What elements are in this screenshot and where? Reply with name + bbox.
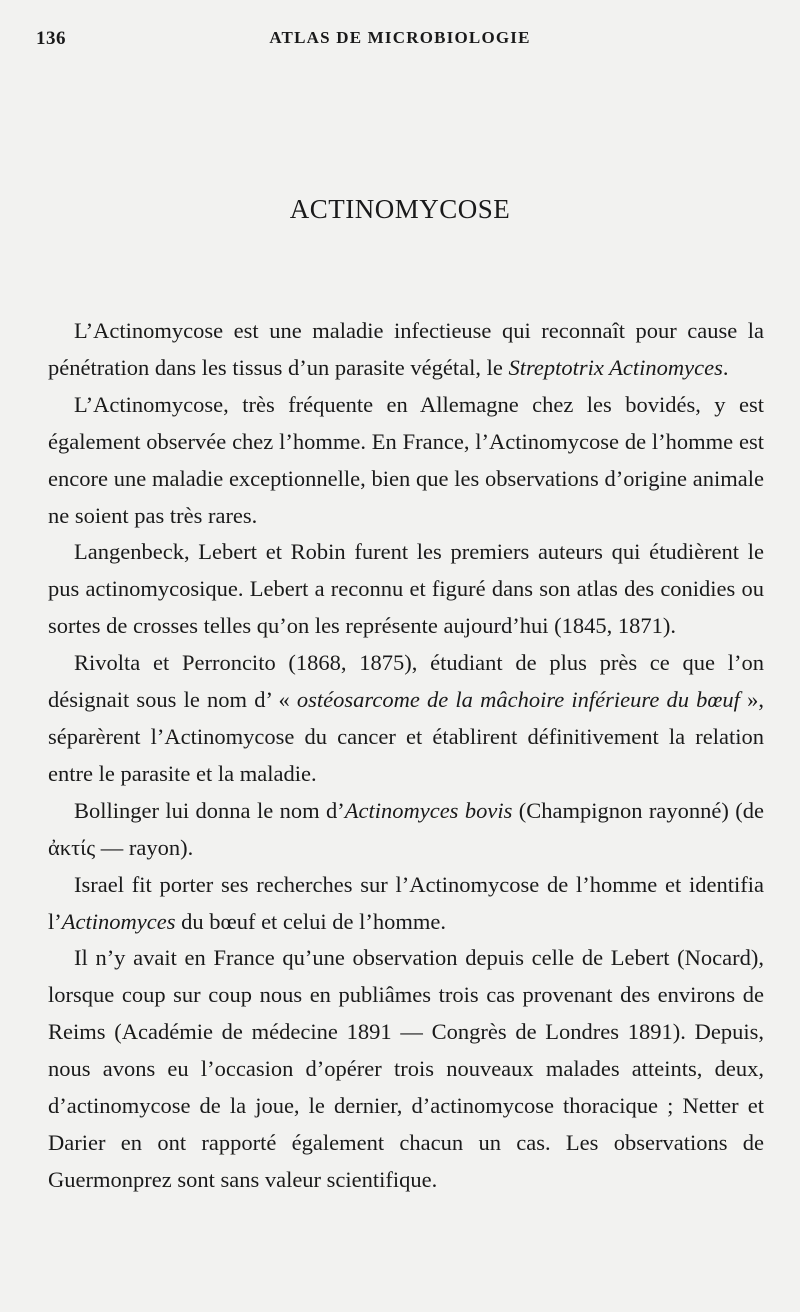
running-title: ATLAS DE MICROBIOLOGIE — [269, 28, 531, 47]
paragraph-text: Rivolta et Perroncito (1868, 1875), étudiant de plus près ce que l’on désignait sous le nom d’ « — [48, 650, 764, 713]
paragraph — [48, 867, 764, 941]
paragraph-text: Israel fit porter ses recherches sur l’Actinomycose de l’homme et identifia l’ — [48, 871, 764, 934]
paragraph — [48, 313, 764, 387]
paragraph-text: », séparèrent l’Actinomycose du cancer et établirent définitivement la relation entre le parasite et la maladie. — [48, 687, 764, 786]
paragraph-text: Bollinger lui donna le nom d’ — [74, 797, 345, 823]
italic-term: Actinomyces — [61, 908, 176, 934]
paragraph-text: . — [722, 354, 729, 380]
chapter-title: ACTINOMYCOSE — [289, 194, 511, 224]
italic-term: ostéosarcome de la mâchoire inférieure du bœuf — [296, 687, 740, 713]
paragraph-text: L’Actinomycose, très fréquente en Allemagne chez les bovidés, y est également observée chez l’homme. En France, l’Actinomycose de l’homme est encore une maladie exceptionnelle, bien que les observations d’origine animale ne soient pas très rares. — [48, 391, 764, 528]
paragraph — [48, 387, 764, 535]
running-header — [36, 28, 764, 56]
paragraph-text: L’Actinomycose est une maladie infectieuse qui reconnaît pour cause la pénétration dans les tissus d’un parasite végétal, le — [48, 318, 764, 380]
page-number: 136 — [36, 28, 66, 49]
paragraph-text: Langenbeck, Lebert et Robin furent les premiers auteurs qui étudièrent le pus actinomycosique. Lebert a reconnu et figuré dans son atlas des conidies ou sortes de crosses telles qu’on les représente aujourd’hui (1845, 1871). — [48, 539, 764, 639]
paragraph — [48, 645, 764, 793]
italic-term: Actinomyces bovis — [344, 797, 513, 823]
body-text — [48, 313, 764, 1199]
paragraph — [48, 534, 764, 645]
italic-term: Streptotrix Actinomyces — [508, 354, 723, 380]
paragraph — [48, 793, 764, 867]
paragraph-text: Il n’y avait en France qu’une observation depuis celle de Lebert (Nocard), lorsque coup sur coup nous en publiâmes trois cas provenant des environs de Reims (Académie de médecine 1891 — Congrès de Londres 1891). Depuis, nous avons eu l’occasion d’opérer trois nouveaux malades atteints, deux, d’actinomycose de la joue, le dernier, d’actinomycose thoracique ; Netter et Darier en ont rapporté également chacun un cas. Les observations de Guermonprez sont sans valeur scientifique. — [48, 945, 764, 1192]
paragraph-text: (Champignon rayonné) (de ἀκτίς — rayon). — [48, 797, 764, 860]
paragraph — [48, 940, 764, 1198]
paragraph-text: du bœuf et celui de l’homme. — [175, 908, 447, 934]
